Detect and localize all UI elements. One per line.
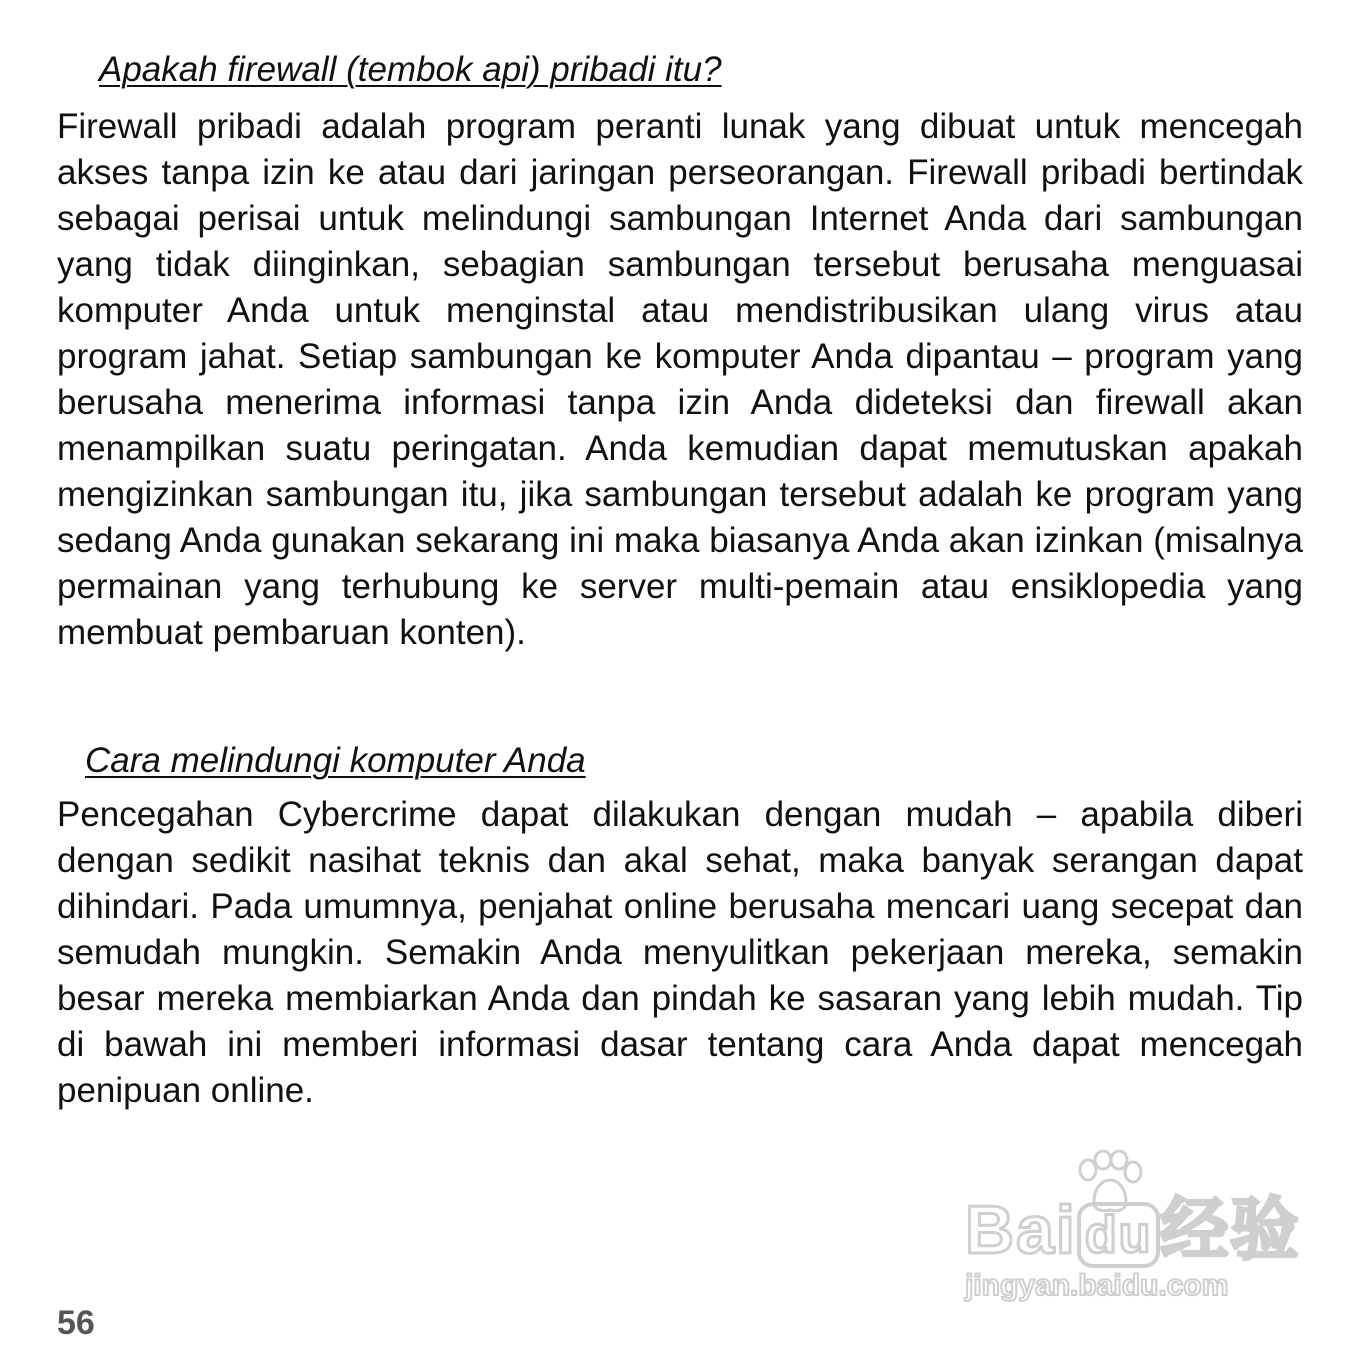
section-body-firewall: Firewall pribadi adalah program peranti lunak yang dibuat untuk mencegah akses tanpa izin ke atau dari jaringan perseorangan. Firewall pribadi bertindak sebagai perisai untuk melindungi sambungan Internet Anda dari sambungan yang tidak diinginkan, sebagian sambungan tersebut berusaha menguasai komputer Anda untuk menginstal atau mendistribusikan ulang virus atau program jahat. Setiap sambungan ke komputer Anda dipantau – program yang berusaha menerima informasi tanpa izin Anda dideteksi dan firewall akan menampilkan suatu peringatan. Anda kemudian dapat memutuskan apakah mengizinkan sambungan itu, jika sambungan tersebut adalah ke program yang sedang Anda gunakan sekarang ini maka biasanya Anda akan izinkan (misalnya permainan yang terhubung ke server multi-pemain atau ensiklopedia yang membuat pembaruan konten). <box>57 107 1303 652</box>
section-body-protect: Pencegahan Cybercrime dapat dilakukan dengan mudah – apabila diberi dengan sedikit nasihat teknis dan akal sehat, maka banyak serangan dapat dihindari. Pada umumnya, penjahat online berusaha mencari uang secepat dan semudah mungkin. Semakin Anda menyulitkan pekerjaan mereka, semakin besar mereka membiarkan Anda dan pindah ke sasaran yang lebih mudah. Tip di bawah ini memberi informasi dasar tentang cara Anda dapat mencegah penipuan online. <box>57 795 1303 1110</box>
section-heading-firewall: Apakah firewall (tembok api) pribadi itu? <box>99 50 722 89</box>
section-heading-protect: Cara melindungi komputer Anda <box>85 741 586 780</box>
baidu-watermark <box>960 1150 1301 1315</box>
watermark-logo: Bai du 经验 <box>965 1192 1301 1268</box>
watermark-url: jingyan.baidu.com <box>965 1269 1229 1302</box>
page-number: 56 <box>57 1304 95 1342</box>
